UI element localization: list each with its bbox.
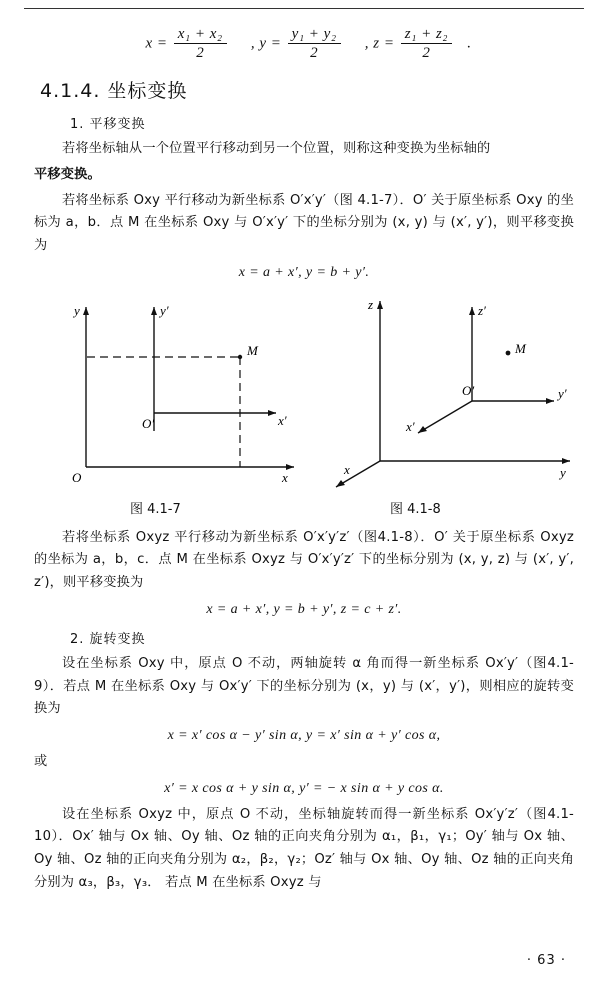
formula-x [145, 26, 228, 62]
formula-x-fraction [174, 26, 227, 62]
figure-4-1-8-label-y: y [560, 464, 566, 480]
formula-z-denominator: 2 [422, 45, 431, 62]
formula-period: . [467, 35, 472, 52]
formula-z [365, 26, 454, 62]
formula-z-fraction [401, 26, 452, 62]
formula-x-numerator: x₁ + x₂ [174, 26, 227, 44]
formula-z-label: , z = [364, 35, 395, 52]
paragraph-2d-rotation: 设在坐标系 Oxy 中，原点 O 不动，两轴旋转 α 角而得一新坐标系 Ox′y′（图4.1-9）．若点 M 在坐标系 Oxy 与 Ox′y′ 下的坐标分别为 (x，y) 与 (x′，y′)，则相应的旋转变换为 [34, 655, 574, 717]
figure-captions [34, 498, 574, 524]
paragraph-translation-def [34, 138, 574, 161]
formula-3d-translation: x = a + x′, y = b + y′, z = c + z′. [206, 601, 402, 617]
figure-4-1-7-label-xprime: x′ [278, 412, 287, 428]
formula-y-label: , y = [250, 35, 282, 52]
formula-rotation-2: x′ = x cos α + y sin α, y′ = − x sin α + y cos α. [164, 780, 444, 796]
figure-caption-4-1-8: 图 4.1-8 [390, 501, 441, 517]
figure-4-1-7-label-Oprime: O′ [142, 415, 155, 431]
top-formula [34, 26, 574, 62]
formula-y [251, 26, 343, 62]
formula-y-numerator: y₁ + y₂ [288, 26, 341, 44]
figure-group [34, 291, 574, 496]
paragraph-translation-def-text: 若将坐标轴从一个位置平行移动到另一个位置，则称这种变换为坐标轴的 [62, 141, 491, 157]
section-heading: 4.1.4. 坐标变换 [40, 80, 188, 103]
paragraph-2d-translation: 若将坐标系 Oxy 平行移动为新坐标系 O′x′y′（图 4.1-7）．O′ 关于原坐标系 Oxy 的坐标为 a，b．点 M 在坐标系 Oxy 与 O′x′y′ 下的坐标分别为 (x, y) 与 (x′, y′)，则平移变换为 [34, 192, 574, 254]
paragraph-or: 或 [34, 753, 48, 769]
figure-4-1-7-svg [44, 291, 314, 491]
formula-y-denominator: 2 [310, 45, 319, 62]
formula-2d-translation: x = a + x′, y = b + y′. [238, 264, 370, 280]
figure-4-1-8-label-Oprime: O′ [462, 382, 475, 398]
formula-z-numerator: z₁ + z₂ [401, 26, 452, 44]
page-number: · 63 · [526, 953, 566, 968]
subsection-heading-1: 1. 平移变换 [70, 117, 146, 133]
subsection-heading-2: 2. 旋转变换 [70, 631, 146, 647]
formula-rotation-1: x = x′ cos α − y′ sin α, y = x′ sin α + y′ cos α, [167, 727, 441, 743]
paragraph-3d-translation: 若将坐标系 Oxyz 平行移动为新坐标系 O′x′y′z′（图4.1-8）．O′ 关于原坐标系 Oxyz 的坐标为 a，b，c．点 M 在坐标系 Oxyz 与 O′x′y′z′ 下的坐标分别为 (x, y, z) 与 (x′, y′, z′)，则平移变换为 [34, 529, 574, 591]
figure-4-1-7-label-O: O [72, 469, 82, 485]
figure-4-1-8-label-xprime: x′ [406, 418, 415, 434]
figure-4-1-7-label-M: M [247, 342, 258, 358]
figure-4-1-8-label-M: M [515, 340, 526, 356]
paragraph-3d-rotation: 设在坐标系 Oxyz 中，原点 O 不动，坐标轴旋转而得一新坐标系 Ox′y′z′（图4.1-10）．Ox′ 轴与 Ox 轴、Oy 轴、Oz 轴的正向夹角分别为 α₁，β₁，γ₁；Oy′ 轴与 Ox 轴、Oy 轴、Oz 轴的正向夹角分别为 α₂，β₂，γ₂；Oz′ 轴与 Ox 轴、Oy 轴、Oz 轴的正向夹角分别为 α₃，β₃，γ₃． 若点 M 在坐标系 Oxyz 与 [34, 806, 574, 890]
figure-4-1-7-label-yprime: y′ [160, 302, 169, 318]
figure-4-1-8-label-z: z [368, 296, 374, 312]
figure-4-1-7 [44, 291, 314, 491]
figure-4-1-8-label-x: x [344, 461, 350, 477]
header-rule [24, 8, 584, 9]
figure-4-1-7-label-y: y [74, 302, 80, 318]
paragraph-translation-term: 平移变换。 [34, 166, 101, 182]
formula-x-label: x = [145, 35, 168, 52]
figure-4-1-7-label-x: x [282, 469, 288, 485]
formula-y-fraction [288, 26, 341, 62]
figure-caption-4-1-7: 图 4.1-7 [130, 501, 181, 517]
figure-4-1-8-svg [322, 291, 587, 491]
figure-4-1-8-label-yprime: y′ [558, 385, 567, 401]
figure-4-1-8-label-zprime: z′ [478, 302, 486, 318]
formula-x-denominator: 2 [196, 45, 205, 62]
figure-4-1-8 [322, 291, 587, 491]
